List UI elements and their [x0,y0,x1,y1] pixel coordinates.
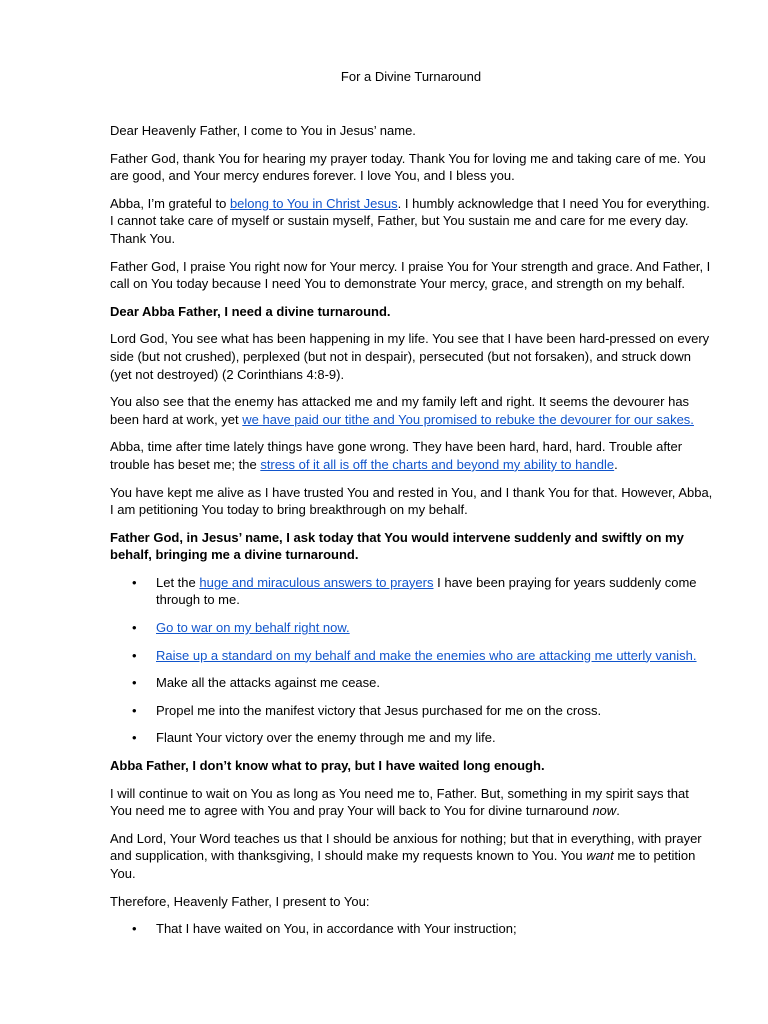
heading-need-turnaround: Dear Abba Father, I need a divine turnaround. [110,303,391,319]
bullet-icon: • [132,620,137,636]
paragraph-devourer: You also see that the enemy has attacked me and my family left and right. It seems the devourer has been hard at work, yet we have paid our tithe and You promised to rebuke the devourer for our sakes. [110,394,694,427]
paragraph-therefore: Therefore, Heavenly Father, I present to You: [110,893,370,909]
link-belong-to-you[interactable]: belong to You in Christ Jesus [229,195,398,211]
link-raise-standard[interactable]: Raise up a standard on my behalf and make the enemies who are attacking me utterly vanish. [156,647,697,663]
bullet-icon: • [132,702,137,718]
bullet-icon: • [132,675,137,691]
link-go-to-war[interactable]: Go to war on my behalf right now. [156,620,350,636]
paragraph-continue-wait: I will continue to wait on You as long as You need me to, Father. But, something in my spirit says that You need me to agree with You and pray Your will back to You for divine turnaround now. [110,785,689,819]
link-stress[interactable]: stress of it all is off the charts and beyond my ability to handle [260,456,615,472]
bullet-icon: • [132,574,137,590]
list-item: • That I have waited on You, in accordance with Your instruction; [132,921,517,937]
bullet-icon: • [132,647,137,663]
link-tithe[interactable]: we have paid our tithe and You promised to rebuke the devourer for our sakes. [242,411,694,427]
present-list [110,920,714,938]
document-body [110,122,714,948]
paragraph-kept-alive: You have kept me alive as I have trusted You and rested in You, and I thank You for that. However, Abba, I am petitioning You today to bring breakthrough on my behalf. [110,484,713,518]
request-list [110,574,714,747]
paragraph-grateful: Abba, I’m grateful to belong to You in Christ Jesus. I humbly acknowledge that I need You for everything. I cannot take care of myself or sustain myself, Father, but You sustain me and care for me every day. Thank You. [110,195,710,246]
list-item: • Make all the attacks against me cease. [132,675,381,691]
paragraph-anxious-for-nothing: And Lord, Your Word teaches us that I should be anxious for nothing; but that in everything, with prayer and supplication, with thanksgiving, I should make my requests known to You. You want me to petition You. [110,830,702,881]
paragraph-praise: Father God, I praise You right now for Your mercy. I praise You for Your strength and grace. And Father, I call on You today because I need You to demonstrate Your mercy, grace, and strength on my behalf. [110,258,711,292]
link-answers-to-prayers[interactable]: huge and miraculous answers to prayers [199,574,434,590]
list-item: • Propel me into the manifest victory that Jesus purchased for me on the cross. [132,702,602,718]
bullet-icon: • [132,730,137,746]
page-title: For a Divine Turnaround [340,69,482,84]
heading-waited-long: Abba Father, I don’t know what to pray, but I have waited long enough. [110,758,545,774]
paragraph-greeting: Dear Heavenly Father, I come to You in Jesus’ name. [110,123,416,138]
paragraph-hard-pressed: Lord God, You see what has been happening in my life. You see that I have been hard-pressed on every side (but not crushed), perplexed (but not in despair), persecuted (but not forsaken), and struck down (yet not destroyed) (2 Corinthians 4:8-9). [110,331,710,382]
list-item [110,647,714,665]
bullet-icon: • [132,921,137,937]
list-item [110,619,714,637]
list-item: • Flaunt Your victory over the enemy through me and my life. [132,730,496,746]
heading-intervene: Father God, in Jesus’ name, I ask today that You would intervene suddenly and swiftly on my behalf, bringing me a divine turnaround. [110,529,684,563]
paragraph-thanks: Father God, thank You for hearing my prayer today. Thank You for loving me and taking care of me. You are good, and Your mercy endures forever. I love You, and I bless you. [110,150,706,184]
list-item: • Let the huge and miraculous answers to prayers I have been praying for years suddenly come through to me. [132,574,697,608]
paragraph-trouble: Abba, time after time lately things have gone wrong. They have been hard, hard, hard. Trouble after trouble has beset me; the stress of it all is off the charts and beyond my ability to handle. [110,439,683,472]
